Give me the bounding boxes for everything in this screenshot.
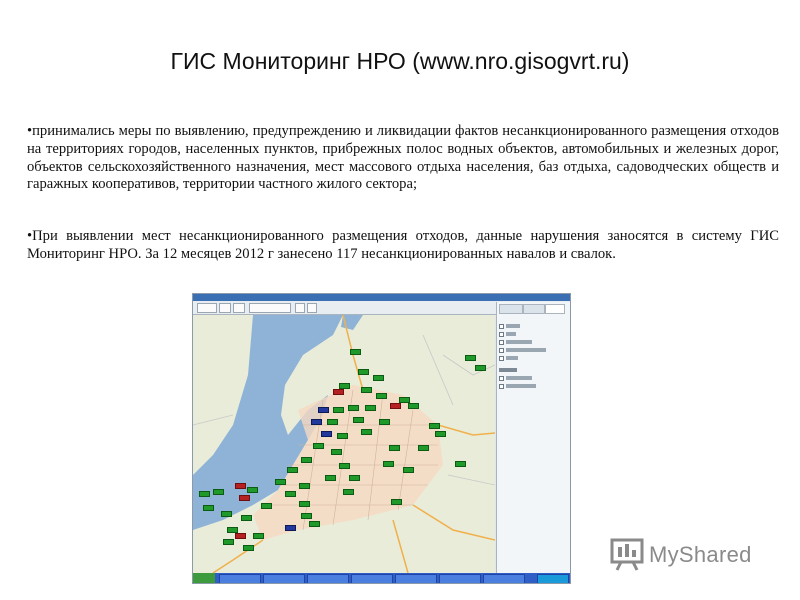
map-marker-red[interactable] [390,403,401,409]
map-marker[interactable] [199,491,210,497]
logo-text: MyShared [649,542,752,567]
map-marker-red[interactable] [235,533,246,539]
map-marker[interactable] [241,515,252,521]
map-marker[interactable] [349,475,360,481]
panel-tab[interactable] [499,304,523,314]
map-marker-blue[interactable] [285,525,296,531]
map-marker[interactable] [221,511,232,517]
layer-label [506,348,546,352]
map-marker[interactable] [337,433,348,439]
window-titlebar [193,294,570,301]
map-marker[interactable] [348,405,359,411]
map-marker-blue[interactable] [321,431,332,437]
taskbar-item[interactable] [483,574,525,584]
panel-tab[interactable] [523,304,545,314]
layer-checkbox[interactable] [499,356,504,361]
toolbar-button [233,303,245,313]
layer-label [506,356,518,360]
projector-screen-icon [609,536,645,572]
map-marker[interactable] [361,429,372,435]
map-marker[interactable] [287,467,298,473]
start-button[interactable] [193,573,215,583]
map-marker[interactable] [339,463,350,469]
map-marker[interactable] [327,419,338,425]
taskbar-item[interactable] [351,574,393,584]
map-marker[interactable] [455,461,466,467]
map-marker[interactable] [333,407,344,413]
taskbar-item[interactable] [307,574,349,584]
toolbar-button [307,303,317,313]
toolbar-button [295,303,305,313]
toolbar-search-field [249,303,291,313]
map-marker[interactable] [350,349,361,355]
map-marker[interactable] [435,431,446,437]
map-marker[interactable] [261,503,272,509]
taskbar-item[interactable] [439,574,481,584]
map-marker[interactable] [243,545,254,551]
map-marker[interactable] [301,513,312,519]
map-marker[interactable] [247,487,258,493]
map-marker[interactable] [383,461,394,467]
panel-section-header [499,368,517,372]
map-marker[interactable] [376,393,387,399]
map-marker[interactable] [325,475,336,481]
map-marker[interactable] [353,417,364,423]
map-canvas [193,315,495,573]
map-marker[interactable] [379,419,390,425]
map-marker[interactable] [391,499,402,505]
layer-label [506,324,520,328]
taskbar-item[interactable] [263,574,305,584]
taskbar-item[interactable] [395,574,437,584]
map-marker-red[interactable] [333,389,344,395]
map-marker[interactable] [301,457,312,463]
myshared-logo [609,536,769,576]
toolbar-button [219,303,231,313]
map-marker[interactable] [475,365,486,371]
map-marker[interactable] [465,355,476,361]
map-marker[interactable] [331,449,342,455]
layer-checkbox[interactable] [499,348,504,353]
map-marker[interactable] [203,505,214,511]
map-marker[interactable] [373,375,384,381]
layer-label [506,340,532,344]
map-marker-red[interactable] [239,495,250,501]
layers-panel [496,302,571,574]
map-marker[interactable] [275,479,286,485]
map-marker[interactable] [408,403,419,409]
map-marker[interactable] [299,483,310,489]
map-marker[interactable] [365,405,376,411]
map-marker[interactable] [213,489,224,495]
map-marker[interactable] [299,501,310,507]
map-marker[interactable] [429,423,440,429]
bullet-paragraph-1: •принимались меры по выявлению, предупреждению и ликвидации фактов несанкционированного размещения отходов на территориях городов, населенных пунктов, прибрежных полос водных объектов, автомобильных и железных дорог, объектов сельскохозяйственного назначения, мест массового отдыха населения, баз отдыха, садоводческих обществ и гаражных кооперативов, территории частного жилого сектора; [27,123,779,193]
layer-checkbox[interactable] [499,384,504,389]
bullet-paragraph-2: •При выявлении мест несанкционированного размещения отходов, данные нарушения заносятся в систему ГИС Мониторинг НРО. За 12 месяцев 2012 г занесено 117 несанкционированных навалов и свалок. [27,228,779,262]
map-marker[interactable] [343,489,354,495]
map-marker[interactable] [223,539,234,545]
panel-tab-active[interactable] [545,304,565,314]
layer-checkbox[interactable] [499,340,504,345]
layer-label [506,332,516,336]
map-marker-red[interactable] [235,483,246,489]
gis-map-screenshot [192,293,571,584]
layer-label [506,384,536,388]
map-marker-blue[interactable] [311,419,322,425]
map-marker[interactable] [403,467,414,473]
map-marker[interactable] [358,369,369,375]
map-marker[interactable] [285,491,296,497]
map-marker[interactable] [361,387,372,393]
slide-title: ГИС Мониторинг НРО (www.nro.gisogvrt.ru) [170,48,630,74]
layer-checkbox[interactable] [499,324,504,329]
map-marker[interactable] [253,533,264,539]
taskbar-item[interactable] [219,574,261,584]
map-marker-blue[interactable] [318,407,329,413]
toolbar-button [197,303,217,313]
layer-label [506,376,532,380]
layer-checkbox[interactable] [499,332,504,337]
system-tray [537,574,569,584]
map-marker[interactable] [389,445,400,451]
map-marker[interactable] [418,445,429,451]
map-marker[interactable] [309,521,320,527]
taskbar [193,573,570,583]
map-marker[interactable] [313,443,324,449]
layer-checkbox[interactable] [499,376,504,381]
